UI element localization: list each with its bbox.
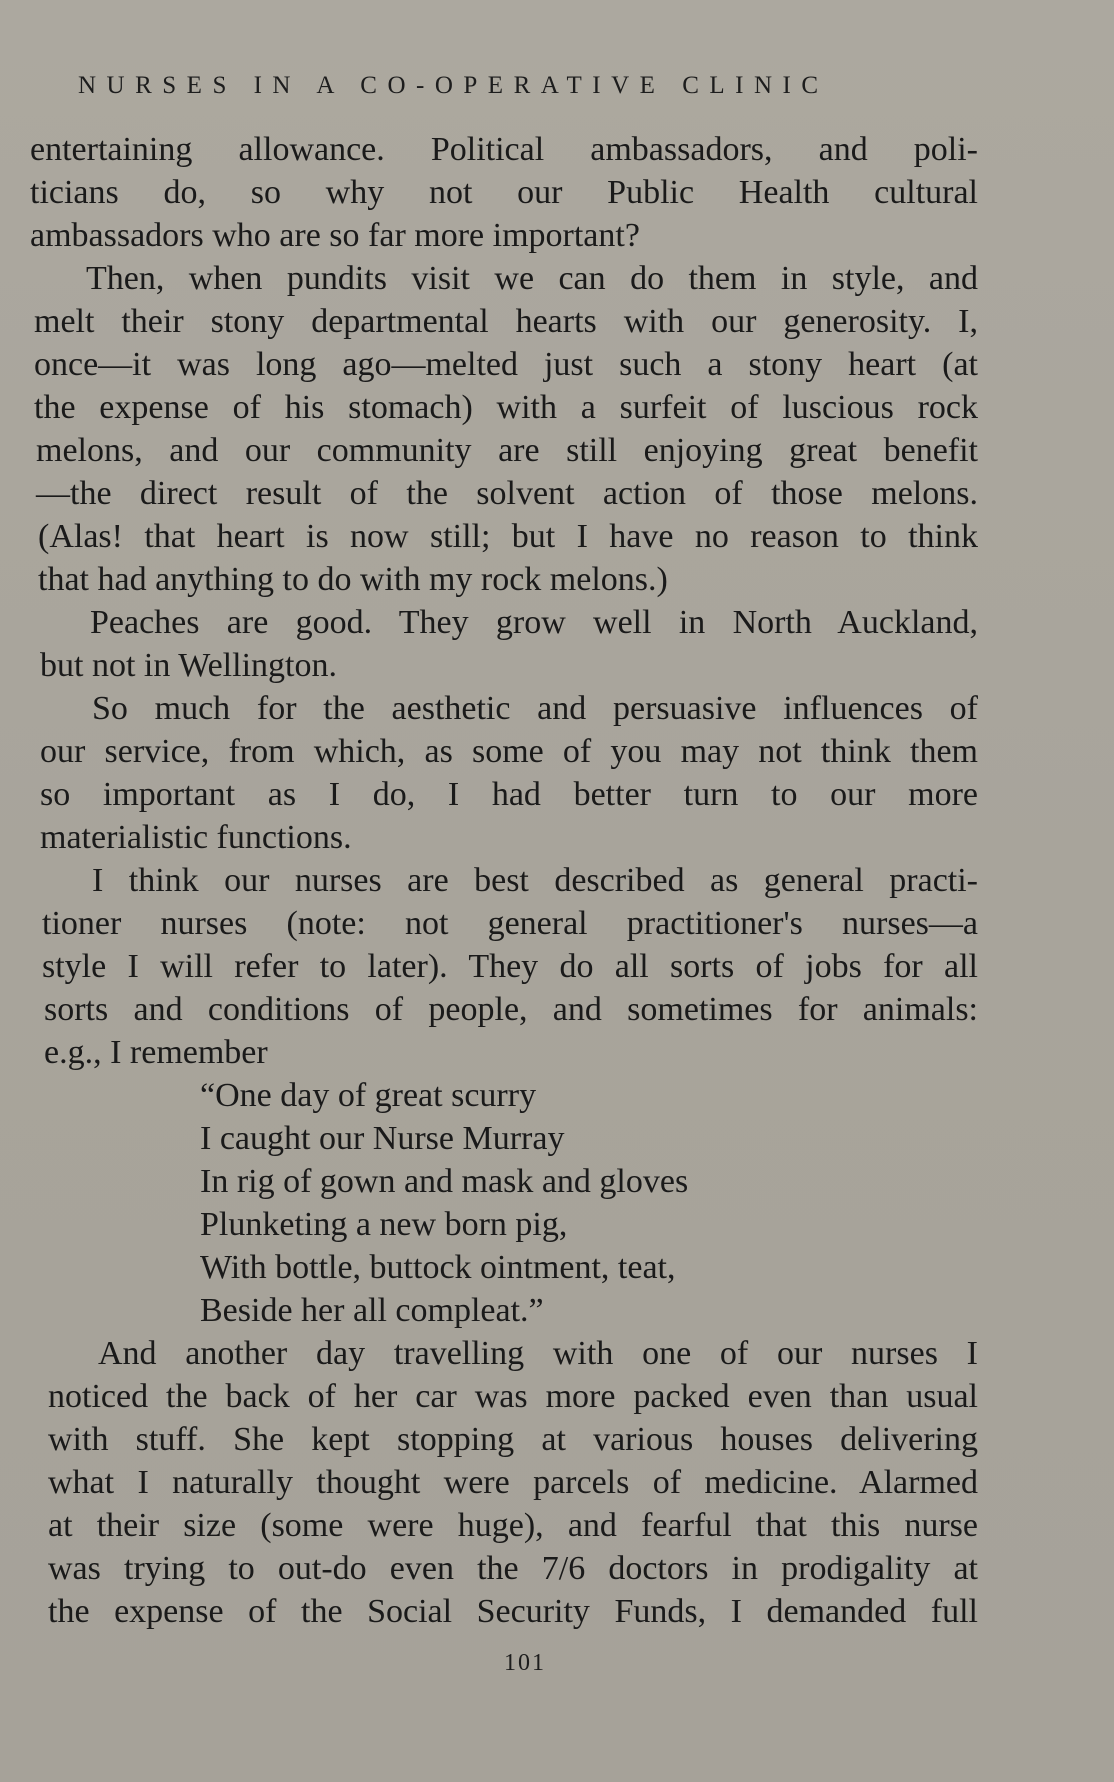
text-line: with stuff. She kept stopping at various houses delivering bbox=[48, 1421, 978, 1458]
body-text bbox=[30, 128, 978, 1633]
text-line: melt their stony departmental hearts with our generosity. I, bbox=[34, 303, 978, 340]
verse-line: Beside her all compleat.” bbox=[200, 1292, 544, 1329]
text-line: at their size (some were huge), and fearful that this nurse bbox=[48, 1507, 978, 1544]
text-line: —the direct result of the solvent action of those melons. bbox=[36, 475, 978, 512]
text-line: And another day travelling with one of our nurses I bbox=[98, 1335, 978, 1372]
verse-line: In rig of gown and mask and gloves bbox=[200, 1163, 689, 1200]
text-line: once—it was long ago—melted just such a stony heart (at bbox=[34, 346, 978, 383]
text-line: melons, and our community are still enjoying great benefit bbox=[36, 432, 978, 469]
text-line: what I naturally thought were parcels of medicine. Alarmed bbox=[48, 1464, 978, 1501]
text-line: e.g., I remember bbox=[44, 1034, 268, 1071]
text-line: materialistic functions. bbox=[40, 819, 352, 856]
text-line: was trying to out-do even the 7/6 doctors in prodigality at bbox=[48, 1550, 978, 1587]
text-line: the expense of the Social Security Funds, I demanded full bbox=[48, 1593, 978, 1630]
text-line: ambassadors who are so far more important? bbox=[30, 217, 640, 254]
verse-line: I caught our Nurse Murray bbox=[200, 1120, 565, 1157]
text-line: that had anything to do with my rock melons.) bbox=[38, 561, 668, 598]
text-line: but not in Wellington. bbox=[40, 647, 337, 684]
page-number: 101 bbox=[504, 1650, 546, 1676]
text-line: style I will refer to later). They do all sorts of jobs for all bbox=[42, 948, 978, 985]
text-line: I think our nurses are best described as general practi- bbox=[92, 862, 978, 899]
text-line: Then, when pundits visit we can do them in style, and bbox=[86, 260, 978, 297]
running-head: NURSES IN A CO-OPERATIVE CLINIC bbox=[78, 72, 829, 99]
text-line: so important as I do, I had better turn to our more bbox=[40, 776, 978, 813]
text-line: the expense of his stomach) with a surfeit of luscious rock bbox=[34, 389, 978, 426]
verse-line: With bottle, buttock ointment, teat, bbox=[200, 1249, 676, 1286]
text-line: entertaining allowance. Political ambassadors, and poli- bbox=[30, 131, 978, 168]
text-line: our service, from which, as some of you may not think them bbox=[40, 733, 978, 770]
text-line: So much for the aesthetic and persuasive influences of bbox=[92, 690, 978, 727]
text-line: Peaches are good. They grow well in North Auckland, bbox=[90, 604, 978, 641]
text-line: noticed the back of her car was more packed even than usual bbox=[48, 1378, 978, 1415]
text-line: (Alas! that heart is now still; but I have no reason to think bbox=[38, 518, 978, 555]
text-line: sorts and conditions of people, and sometimes for animals: bbox=[44, 991, 978, 1028]
text-line: ticians do, so why not our Public Health cultural bbox=[30, 174, 978, 211]
text-line: tioner nurses (note: not general practitioner's nurses—a bbox=[42, 905, 978, 942]
verse-line: Plunketing a new born pig, bbox=[200, 1206, 568, 1243]
verse-line: “One day of great scurry bbox=[200, 1077, 537, 1114]
